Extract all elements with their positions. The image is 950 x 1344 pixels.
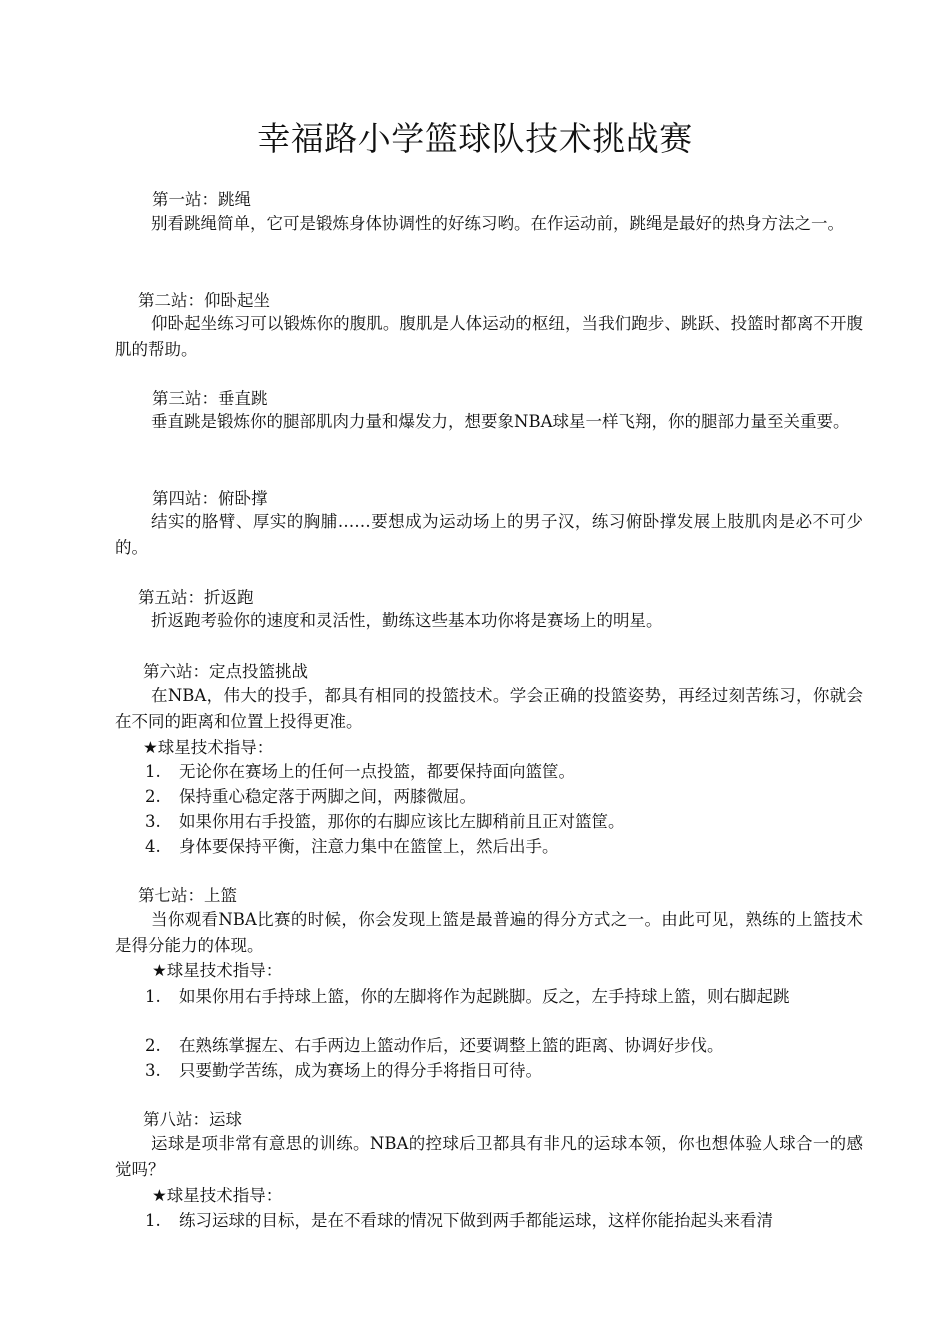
section-8-heading: 第八站：运球 [143, 1110, 242, 1129]
list-number: 3. [145, 812, 161, 831]
section-6-list-item [145, 836, 559, 858]
section-7-body: 当你观看NBA比赛的时候，你会发现上篮是最普遍的得分方式之一。由此可见，熟练的上篮技术是得分能力的体现。 [115, 910, 863, 955]
section-2-body: 仰卧起坐练习可以锻炼你的腹肌。腹肌是人体运动的枢纽，当我们跑步、跳跃、投篮时都离不开腹肌的帮助。 [115, 314, 863, 359]
section-2-heading: 第二站：仰卧起坐 [138, 291, 270, 310]
list-number: 1. [145, 1211, 161, 1230]
section-7-list-item [145, 986, 863, 1008]
section-3-heading: 第三站：垂直跳 [152, 389, 268, 408]
list-text: 只要勤学苦练，成为赛场上的得分手将指日可待。 [179, 1061, 542, 1080]
section-3-body: 垂直跳是锻炼你的腿部肌肉力量和爆发力，想要象NBA球星一样飞翔，你的腿部力量至关重要。 [151, 412, 850, 431]
section-7-list-item [145, 1035, 724, 1057]
section-7-guide-heading: ★球星技术指导： [152, 961, 283, 980]
section-4-heading: 第四站：俯卧撑 [152, 489, 268, 508]
section-6-list-item [145, 811, 625, 833]
section-6-heading: 第六站：定点投篮挑战 [143, 662, 308, 681]
list-text: 如果你用右手持球上篮，你的左脚将作为起跳脚。反之，左手持球上篮，则右脚起跳 [179, 987, 790, 1006]
list-text: 无论你在赛场上的任何一点投篮，都要保持面向篮筐。 [179, 762, 575, 781]
list-number: 2. [145, 1036, 161, 1055]
section-6-list-item [145, 761, 575, 783]
section-8-list-item [145, 1210, 863, 1232]
section-6-list-item [145, 786, 476, 808]
list-number: 4. [145, 837, 161, 856]
section-6-body: 在NBA，伟大的投手，都具有相同的投篮技术。学会正确的投篮姿势，再经过刻苦练习，你就会在不同的距离和位置上投得更准。 [115, 686, 863, 731]
page-title: 幸福路小学篮球队技术挑战赛 [257, 119, 693, 158]
list-number: 2. [145, 787, 161, 806]
section-5-body: 折返跑考验你的速度和灵活性，勤练这些基本功你将是赛场上的明星。 [151, 611, 663, 630]
section-7-heading: 第七站：上篮 [138, 886, 237, 905]
list-text: 身体要保持平衡，注意力集中在篮筐上，然后出手。 [179, 837, 559, 856]
section-4-body: 结实的胳臂、厚实的胸脯……要想成为运动场上的男子汉，练习俯卧撑发展上肢肌肉是必不可少的。 [115, 512, 863, 557]
section-8-guide-heading: ★球星技术指导： [152, 1186, 283, 1205]
list-text: 保持重心稳定落于两脚之间，两膝微屈。 [179, 787, 476, 806]
section-1-body: 别看跳绳简单，它可是锻炼身体协调性的好练习哟。在作运动前，跳绳是最好的热身方法之一。 [151, 214, 844, 233]
section-8-body: 运球是项非常有意思的训练。NBA的控球后卫都具有非凡的运球本领，你也想体验人球合一的感觉吗？ [115, 1134, 863, 1179]
list-number: 1. [145, 762, 161, 781]
section-7-list-item [145, 1060, 542, 1082]
list-text: 在熟练掌握左、右手两边上篮动作后，还要调整上篮的距离、协调好步伐。 [179, 1036, 724, 1055]
list-text: 如果你用右手投篮，那你的右脚应该比左脚稍前且正对篮筐。 [179, 812, 625, 831]
section-1-heading: 第一站：跳绳 [152, 190, 251, 209]
section-6-guide-heading: ★球星技术指导： [143, 738, 274, 757]
list-number: 3. [145, 1061, 161, 1080]
list-text: 练习运球的目标，是在不看球的情况下做到两手都能运球，这样你能抬起头来看清 [179, 1211, 773, 1230]
section-5-heading: 第五站：折返跑 [138, 588, 254, 607]
list-number: 1. [145, 987, 161, 1006]
